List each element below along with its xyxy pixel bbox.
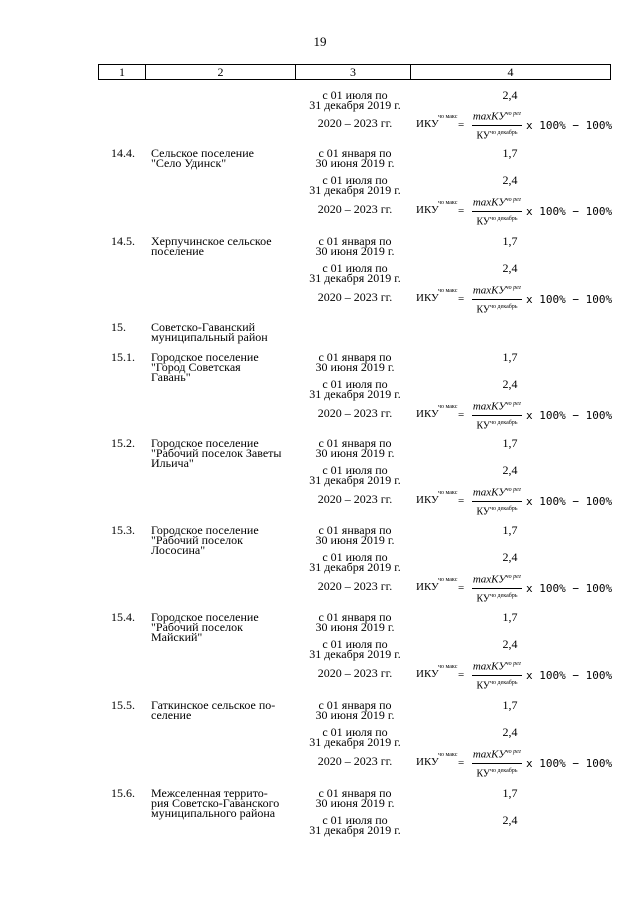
row-name: муниципальный район [151, 330, 268, 344]
formula-lhs: ИКУ чо макс [416, 490, 458, 506]
period-h2: с 01 июля по [322, 463, 388, 477]
period-h1: с 01 января по [318, 610, 392, 624]
row-name: Межселенная террито- [151, 786, 268, 800]
formula-numerator: maxКУ$^{чо рег}$ [472, 573, 522, 586]
value-h2: 2,4 [502, 88, 518, 102]
row-name: рия Советско-Гаванского [151, 796, 280, 810]
period-h1: с 01 января по [318, 146, 392, 160]
period-h1-end: 30 июня 2019 г. [315, 620, 395, 634]
formula-percent-part: х 100% − 100% [526, 757, 613, 770]
col-4-header: 4 [411, 65, 611, 80]
period-h1: с 01 января по [318, 698, 392, 712]
row-number: 14.5. [111, 234, 135, 248]
row-name: "Рабочий поселок Заветы [151, 446, 282, 460]
formula-percent-part: х 100% − 100% [526, 205, 613, 218]
row-name: "Село Удинск" [151, 156, 227, 170]
formula-lhs: ИКУ чо макс [416, 288, 458, 304]
value-h1: 1,7 [502, 698, 518, 712]
period-h2: с 01 июля по [322, 173, 388, 187]
period-h2: с 01 июля по [322, 377, 388, 391]
max-increase-formula [416, 571, 613, 605]
formula-percent-part: х 100% − 100% [526, 119, 613, 132]
period-2020-2023: 2020 – 2023 гг. [317, 579, 393, 593]
row-number: 15.3. [111, 523, 135, 537]
formula-lhs: ИКУ чо макс [416, 200, 458, 216]
row-name: Лососина" [151, 543, 206, 557]
formula-equals: = [458, 582, 465, 594]
formula-denominator: $КУ^{чо декабрь}$ [476, 215, 518, 227]
formula-denominator: $КУ^{чо декабрь}$ [476, 303, 518, 315]
period-h1: с 01 января по [318, 234, 392, 248]
formula-denominator: $КУ^{чо декабрь}$ [476, 419, 518, 431]
period-h1-end: 30 июня 2019 г. [315, 533, 395, 547]
formula-percent-part: х 100% − 100% [526, 495, 613, 508]
value-h1: 1,7 [502, 610, 518, 624]
fraction-bar [472, 501, 522, 502]
formula-fraction [472, 282, 522, 316]
table-header [98, 64, 611, 80]
row-name: Ильича" [151, 456, 194, 470]
col-1-header: 1 [99, 65, 146, 80]
formula-equals: = [458, 409, 465, 421]
formula-lhs: ИКУ чо макс [416, 664, 458, 680]
row-name: "Рабочий поселок [151, 533, 243, 547]
fraction-bar [472, 675, 522, 676]
period-h2: с 01 июля по [322, 88, 388, 102]
period-2020-2023: 2020 – 2023 гг. [317, 666, 393, 680]
period-h2: с 01 июля по [322, 637, 388, 651]
row-name: Городское поселение [151, 350, 259, 364]
value-h2: 2,4 [502, 377, 518, 391]
row-name: Советско-Гаванский [151, 320, 256, 334]
max-increase-formula [416, 194, 613, 228]
value-h2: 2,4 [502, 261, 518, 275]
formula-lhs: ИКУ чо макс [416, 114, 458, 130]
row-name: Херпучинское сельское [151, 234, 272, 248]
max-increase-formula [416, 108, 613, 142]
fraction-bar [472, 125, 522, 126]
row-number: 15.4. [111, 610, 135, 624]
formula-numerator: maxКУ$^{чо рег}$ [472, 660, 522, 673]
max-increase-formula [416, 398, 613, 432]
row-number: 15.1. [111, 350, 135, 364]
formula-denominator: $КУ^{чо декабрь}$ [476, 592, 518, 604]
period-h2-end: 31 декабря 2019 г. [309, 735, 401, 749]
row-name: Майский" [151, 630, 203, 644]
max-increase-formula [416, 746, 613, 780]
value-h2: 2,4 [502, 813, 518, 827]
period-2020-2023: 2020 – 2023 гг. [317, 406, 393, 420]
period-h1-end: 30 июня 2019 г. [315, 446, 395, 460]
period-h2: с 01 июля по [322, 550, 388, 564]
value-h2: 2,4 [502, 637, 518, 651]
formula-numerator: maxКУ$^{чо рег}$ [472, 110, 522, 123]
period-h2-end: 31 декабря 2019 г. [309, 560, 401, 574]
period-h2-end: 31 декабря 2019 г. [309, 98, 401, 112]
period-2020-2023: 2020 – 2023 гг. [317, 492, 393, 506]
row-name: муниципального района [151, 806, 276, 820]
col-2-header: 2 [146, 65, 296, 80]
row-name: "Рабочий поселок [151, 620, 243, 634]
formula-denominator: $КУ^{чо декабрь}$ [476, 505, 518, 517]
value-h1: 1,7 [502, 436, 518, 450]
period-h1-end: 30 июня 2019 г. [315, 244, 395, 258]
formula-equals: = [458, 669, 465, 681]
row-number: 15.2. [111, 436, 135, 450]
formula-percent-part: х 100% − 100% [526, 582, 613, 595]
formula-denominator: $КУ^{чо декабрь}$ [476, 767, 518, 779]
formula-percent-part: х 100% − 100% [526, 669, 613, 682]
period-h2-end: 31 декабря 2019 г. [309, 183, 401, 197]
row-number: 15. [111, 320, 126, 334]
row-name: Городское поселение [151, 436, 259, 450]
row-name: Сельское поселение [151, 146, 254, 160]
col-3-header: 3 [296, 65, 411, 80]
row-number: 15.5. [111, 698, 135, 712]
formula-denominator: $КУ^{чо декабрь}$ [476, 679, 518, 691]
formula-percent-part: х 100% − 100% [526, 409, 613, 422]
formula-fraction [472, 746, 522, 780]
row-name: поселение [151, 244, 205, 258]
period-h1-end: 30 июня 2019 г. [315, 360, 395, 374]
page-number: 19 [313, 34, 327, 49]
formula-lhs: ИКУ чо макс [416, 577, 458, 593]
period-h2-end: 31 декабря 2019 г. [309, 271, 401, 285]
period-2020-2023: 2020 – 2023 гг. [317, 202, 393, 216]
period-h1: с 01 января по [318, 436, 392, 450]
formula-equals: = [458, 119, 465, 131]
value-h2: 2,4 [502, 173, 518, 187]
period-h2: с 01 июля по [322, 725, 388, 739]
fraction-bar [472, 299, 522, 300]
row-number: 14.4. [111, 146, 135, 160]
period-2020-2023: 2020 – 2023 гг. [317, 290, 393, 304]
fraction-bar [472, 588, 522, 589]
formula-numerator: maxКУ$^{чо рег}$ [472, 284, 522, 297]
row-name: Гаткинское сельское по- [151, 698, 276, 712]
formula-numerator: maxКУ$^{чо рег}$ [472, 196, 522, 209]
value-h1: 1,7 [502, 350, 518, 364]
row-name: "Город Советская [151, 360, 241, 374]
formula-fraction [472, 658, 522, 692]
formula-denominator: $КУ^{чо декабрь}$ [476, 129, 518, 141]
formula-fraction [472, 484, 522, 518]
row-name: селение [151, 708, 192, 722]
row-name: Городское поселение [151, 523, 259, 537]
formula-lhs: ИКУ чо макс [416, 752, 458, 768]
period-2020-2023: 2020 – 2023 гг. [317, 754, 393, 768]
period-h2-end: 31 декабря 2019 г. [309, 647, 401, 661]
formula-percent-part: х 100% − 100% [526, 293, 613, 306]
formula-equals: = [458, 757, 465, 769]
value-h2: 2,4 [502, 725, 518, 739]
period-h1-end: 30 июня 2019 г. [315, 796, 395, 810]
value-h1: 1,7 [502, 786, 518, 800]
period-h2-end: 31 декабря 2019 г. [309, 823, 401, 837]
formula-equals: = [458, 293, 465, 305]
max-increase-formula [416, 658, 613, 692]
value-h1: 1,7 [502, 523, 518, 537]
formula-numerator: maxКУ$^{чо рег}$ [472, 486, 522, 499]
formula-fraction [472, 398, 522, 432]
fraction-bar [472, 211, 522, 212]
formula-numerator: maxКУ$^{чо рег}$ [472, 748, 522, 761]
formula-lhs: ИКУ чо макс [416, 404, 458, 420]
fraction-bar [472, 415, 522, 416]
period-h2-end: 31 декабря 2019 г. [309, 387, 401, 401]
formula-fraction [472, 571, 522, 605]
row-name: Гавань" [151, 370, 191, 384]
period-h1: с 01 января по [318, 523, 392, 537]
max-increase-formula [416, 484, 613, 518]
value-h1: 1,7 [502, 234, 518, 248]
row-name: Городское поселение [151, 610, 259, 624]
period-h1: с 01 января по [318, 786, 392, 800]
period-h2-end: 31 декабря 2019 г. [309, 473, 401, 487]
max-increase-formula [416, 282, 613, 316]
period-h2: с 01 июля по [322, 813, 388, 827]
period-2020-2023: 2020 – 2023 гг. [317, 116, 393, 130]
formula-equals: = [458, 495, 465, 507]
fraction-bar [472, 763, 522, 764]
period-h1: с 01 января по [318, 350, 392, 364]
period-h1-end: 30 июня 2019 г. [315, 156, 395, 170]
value-h2: 2,4 [502, 463, 518, 477]
formula-fraction [472, 108, 522, 142]
formula-numerator: maxКУ$^{чо рег}$ [472, 400, 522, 413]
value-h2: 2,4 [502, 550, 518, 564]
formula-fraction [472, 194, 522, 228]
period-h1-end: 30 июня 2019 г. [315, 708, 395, 722]
period-h2: с 01 июля по [322, 261, 388, 275]
row-number: 15.6. [111, 786, 135, 800]
formula-equals: = [458, 205, 465, 217]
value-h1: 1,7 [502, 146, 518, 160]
